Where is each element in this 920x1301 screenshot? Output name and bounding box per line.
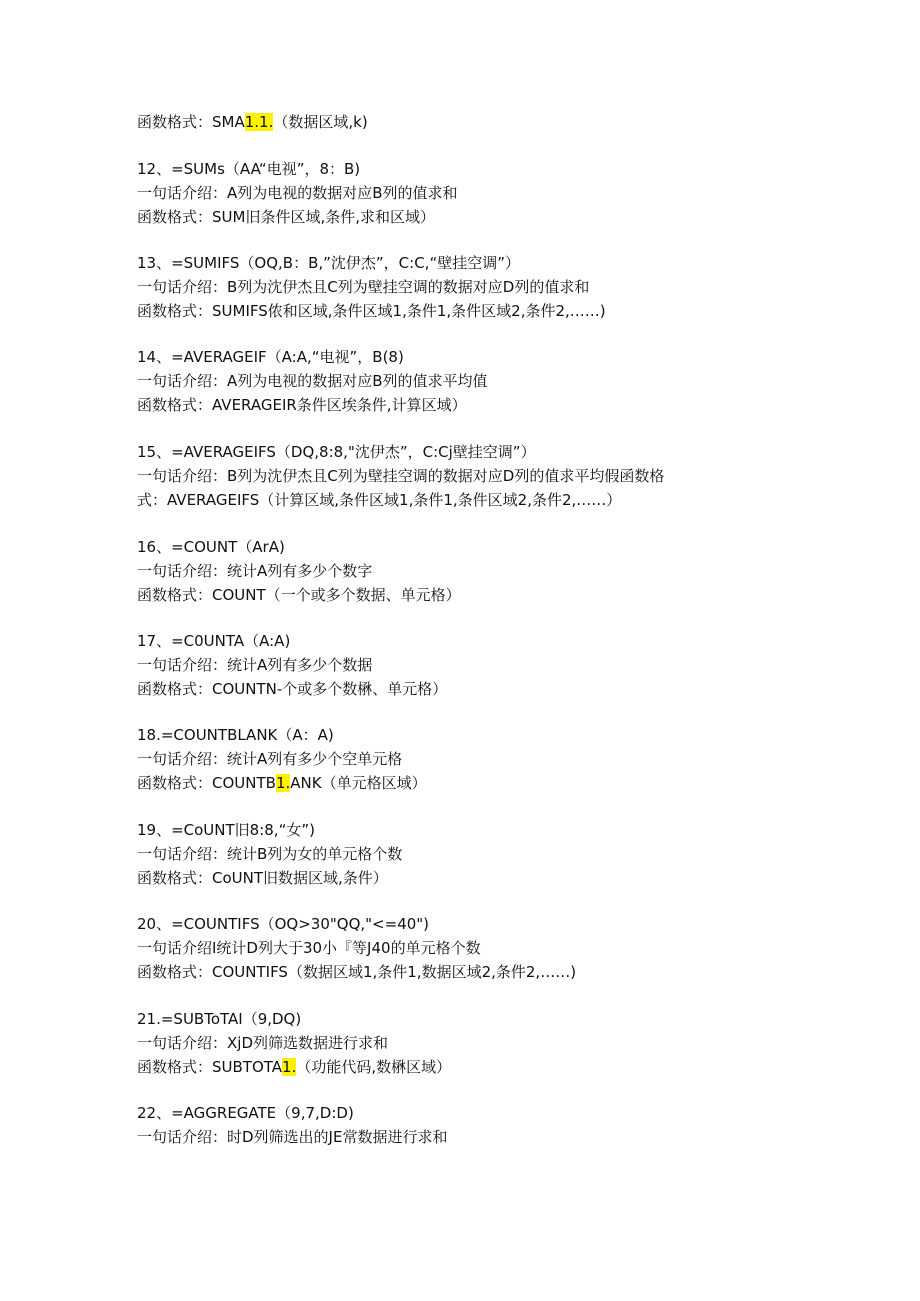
line-text: 一句话介绍I统计D列大于30小『等J40的单元格个数 bbox=[137, 939, 481, 957]
line-text: 函数格式：SMA bbox=[137, 113, 245, 131]
line-text: 函数格式：SUBTOTA bbox=[137, 1058, 283, 1076]
text-line bbox=[137, 371, 488, 391]
formula-heading bbox=[137, 347, 404, 367]
line-text: 20、=COUNTIFS（OQ>30"QQ,"<=40") bbox=[137, 915, 430, 933]
text-line bbox=[137, 112, 368, 132]
line-text: 一句话介绍：A列为电视的数据对应B列的值求和 bbox=[137, 184, 458, 202]
formula-heading bbox=[137, 914, 429, 934]
formula-heading bbox=[137, 1103, 354, 1123]
formula-heading bbox=[137, 442, 536, 462]
text-line bbox=[137, 395, 467, 415]
text-line bbox=[137, 183, 458, 203]
text-line bbox=[137, 1127, 447, 1147]
line-text-continued: （数据区域,k) bbox=[273, 113, 368, 131]
text-line bbox=[137, 490, 621, 510]
formula-heading bbox=[137, 631, 290, 651]
line-text: 一句话介绍：B列为沈伊杰且C列为壁挂空调的数据对应D列的值求平均假函数格 bbox=[137, 467, 665, 485]
line-text: 一句话介绍：A列为电视的数据对应B列的值求平均值 bbox=[137, 372, 488, 390]
line-text: 17、=C0UNTA（A:A) bbox=[137, 632, 291, 650]
line-text: 一句话介绍：统计A列有多少个数字 bbox=[137, 562, 373, 580]
text-line bbox=[137, 466, 664, 486]
line-text-continued: ANK（单元格区域） bbox=[290, 774, 427, 792]
line-text: 一句话介绍：统计A列有多少个数据 bbox=[137, 656, 373, 674]
line-text: 式：AVERAGEIFS（计算区域,条件区域1,条件1,条件区域2,条件2,……） bbox=[137, 491, 622, 509]
text-line bbox=[137, 773, 427, 793]
line-text: 13、=SUMIFS（OQ,B：B,”沈伊杰”，C:C,“壁挂空调”） bbox=[137, 254, 520, 272]
highlighted-text: 1. bbox=[275, 774, 291, 792]
text-line bbox=[137, 561, 372, 581]
formula-heading bbox=[137, 1009, 301, 1029]
line-text: 函数格式：SUM旧条件区域,条件,求和区域） bbox=[137, 208, 435, 226]
line-text: 函数格式：COUNTB bbox=[137, 774, 276, 792]
highlighted-text: 1. bbox=[282, 1058, 297, 1076]
text-line bbox=[137, 207, 435, 227]
line-text: 一句话介绍：统计B列为女的单元格个数 bbox=[137, 845, 403, 863]
text-line bbox=[137, 868, 388, 888]
line-text: 函数格式：COUNTN-个或多个数楙、单元格） bbox=[137, 680, 448, 698]
text-line bbox=[137, 679, 447, 699]
formula-heading bbox=[137, 820, 315, 840]
line-text: 22、=AGGREGATE（9,7,D:D) bbox=[137, 1104, 354, 1122]
line-text: 19、=CoUNT旧8:8,“女”) bbox=[137, 821, 315, 839]
line-text: 一句话介绍：时D列筛选出的JE常数据进行求和 bbox=[137, 1128, 448, 1146]
text-line bbox=[137, 1033, 388, 1053]
line-text: 函数格式：CoUNT旧数据区域,条件） bbox=[137, 869, 388, 887]
line-text: 函数格式：SUMIFS侬和区域,条件区域1,条件1,条件区域2,条件2,……) bbox=[137, 302, 606, 320]
line-text: 函数格式：COUNT（一个或多个数据、单元格） bbox=[137, 586, 461, 604]
text-line bbox=[137, 749, 402, 769]
text-line bbox=[137, 277, 589, 297]
formula-heading bbox=[137, 253, 520, 273]
line-text: 一句话介绍：XjD列筛选数据进行求和 bbox=[137, 1034, 388, 1052]
line-text-continued: （功能代码,数楙区域） bbox=[296, 1058, 452, 1076]
line-text: 12、=SUMs（AA“电视”，8：B) bbox=[137, 160, 361, 178]
line-text: 函数格式：AVERAGEIR条件区埃条件,计算区域） bbox=[137, 396, 467, 414]
line-text: 14、=AVERAGEIF（A:A,“电视”，B(8) bbox=[137, 348, 404, 366]
line-text: 21.=SUBToTAI（9,DQ) bbox=[137, 1010, 302, 1028]
line-text: 18.=COUNTBLANK（A：A) bbox=[137, 726, 334, 744]
text-line bbox=[137, 938, 481, 958]
line-text: 一句话介绍：B列为沈伊杰且C列为壁挂空调的数据对应D列的值求和 bbox=[137, 278, 590, 296]
line-text: 16、=COUNT（ArA) bbox=[137, 538, 285, 556]
text-line bbox=[137, 1057, 451, 1077]
text-line bbox=[137, 585, 461, 605]
formula-heading bbox=[137, 537, 285, 557]
highlighted-text: 1.1. bbox=[244, 113, 274, 131]
formula-heading bbox=[137, 725, 334, 745]
text-line bbox=[137, 655, 372, 675]
line-text: 函数格式：COUNTIFS（数据区域1,条件1,数据区域2,条件2,……) bbox=[137, 963, 577, 981]
text-line bbox=[137, 844, 402, 864]
text-line bbox=[137, 962, 576, 982]
formula-heading bbox=[137, 159, 360, 179]
text-line bbox=[137, 301, 606, 321]
line-text: 15、=AVERAGEIFS（DQ,8:8,"沈伊杰”，C:Cj壁挂空调”） bbox=[137, 443, 536, 461]
line-text: 一句话介绍：统计A列有多少个空单元格 bbox=[137, 750, 403, 768]
